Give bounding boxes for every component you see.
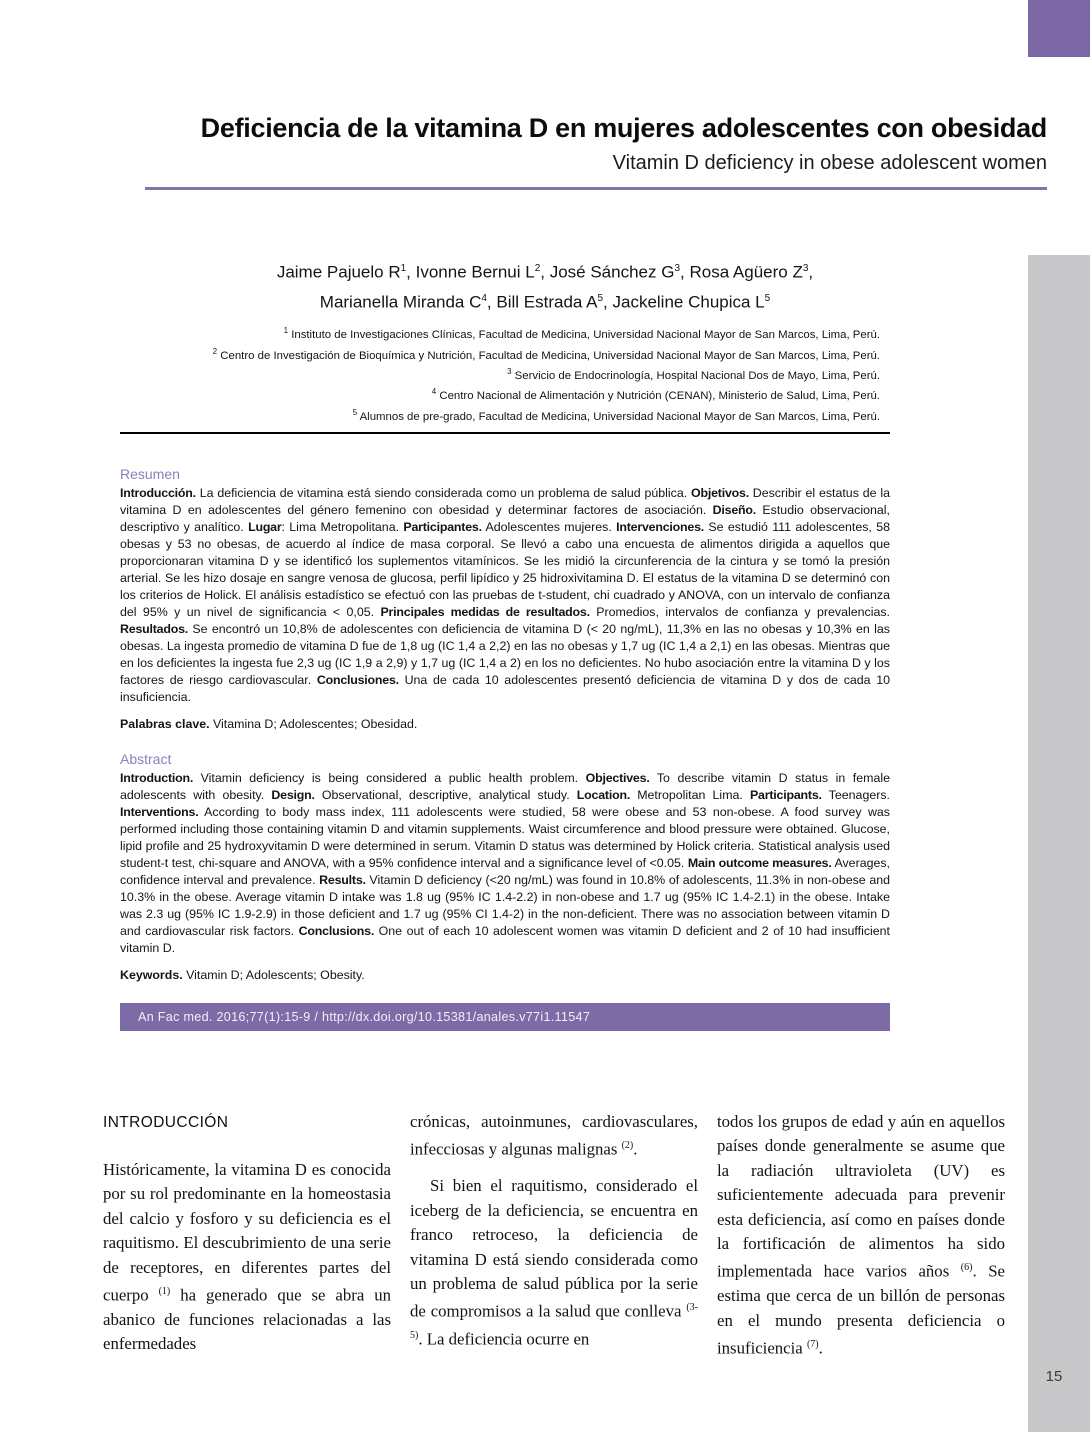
affiliation-2: $^2$ Centro de Investigación de Bioquímica y Nutrición, Facultad de Medicina, Universidad Nacional Mayor de San Marcos, Lima, Perú. [212, 346, 880, 362]
abstract-section [120, 751, 890, 984]
body-col2-paragraph-2: Si bien el raquitismo, considerado el iceberg de la deficiencia, se encuentra en franco retroceso, la deficiencia de vitamina D está siendo considerada como un problema de salud pública por la serie de compromisos a la salud que conlleva $^{(3-5)}$. La deficiencia ocurre en [410, 1176, 698, 1350]
citation-bar [120, 1003, 890, 1031]
resumen-section [120, 466, 890, 733]
body-col1-paragraph: Históricamente, la vitamina D es conocida por su rol predominante en la homeostasia del calcio y fosforo y su deficiencia es el raquitismo. El descubrimiento de una serie de receptores, en diferentes partes del cuerpo $^{(1)}$ ha generado que se abra un abanico de funciones relacionadas a las enfermedades [103, 1160, 392, 1354]
body-column-1 [103, 1110, 391, 1361]
body-col2-paragraph-1: crónicas, autoinmunes, cardiovasculares, infecciosas y algunas malignas $^{(2)}$. [410, 1112, 698, 1159]
header-body-divider-rule [120, 432, 890, 434]
body-col3-paragraph: todos los grupos de edad y aún en aquellos países donde generalmente se asume que la radiación ultravioleta (UV) es suficientemente adecuada para prevenir esta deficiencia, así como en países donde la fortificación de alimentos ha sido implementada hace varios años $^{(6)}$. Se estima que cerca de un billón de personas en el mundo presenta deficiencia o insuficiencia $^{(7)}$. [717, 1112, 1005, 1358]
title-divider-rule [145, 187, 1047, 190]
abstract-text: Introduction. Vitamin deficiency is being considered a public health problem. Objectives. To describe vitamin D status in female adolescents with obesity. Design. Observational, descriptive, analytical study. Location. Metropolitan Lima. Participants. Teenagers. Interventions. According to body mass index, 111 adolescents were studied, 58 were obese and 53 non-obese. A food survey was performed including those containing vitamin D and vitamin supplements. Waist circumference and blood pressure were obtained. Glucose, lipid profile and 25 hydroxyvitamin D were determined in serum. Vitamin D status was determined by Holick criteria. Statistical analysis used student-t test, chi-square and ANOVA, with a 95% confidence interval and a significance level of <0.05. Main outcome measures. Averages, confidence interval and prevalence. Results. Vitamin D deficiency (<20 ng/mL) was found in 10.8% of adolescents, 11.3% in non-obese and 10.3% in the obese. Average vitamin D intake was 1.8 ug (95% IC 1.4-2.2) in non-obese and 1.7 ug (95% IC 1.4-2.1) in the obese. Intake was 2.3 ug (95% IC 1.9-2.9) in those deficient and 1.7 ug (95% CI 1.4-2) in the non-deficient. There was no association between vitamin D and cardiovascular risk factors. Conclusions. One out of each 10 adolescent women was vitamin D deficient and 2 of 10 had insufficient vitamin D. [120, 771, 891, 955]
resumen-heading: Resumen [120, 466, 180, 482]
article-header [145, 112, 1047, 190]
affiliation-5: $^5$ Alumnos de pre-grado, Facultad de Medicina, Universidad Nacional Mayor de San Marcos, Lima, Perú. [352, 407, 880, 423]
authors-line-1: Jaime Pajuelo $R^1$, Ivonne Bernui $L^2$, José Sánchez $G^3$, Rosa Agüero $Z^3$, [276, 262, 814, 282]
body-column-3 [717, 1110, 1005, 1361]
resumen-text: Introducción. La deficiencia de vitamina está siendo considerada como un problema de salud pública. Objetivos. Describir el estatus de la vitamina D en adolescentes del género femenino con obesidad y determinar factores de asociación. Diseño. Estudio observacional, descriptivo y analítico. Lugar: Lima Metropolitana. Participantes. Adolescentes mujeres. Intervenciones. Se estudió 111 adolescentes, 58 obesas y 53 no obesas, de acuerdo al índice de masa corporal. Se llevó a cabo una encuesta de alimentos dirigida a aquellos que proporcionaran vitamina D y se identificó los suplementos vitamínicos. Se les midió la circunferencia de la cintura y se tomó la presión arterial. Se les hizo dosaje en sangre venosa de glucosa, perfil lipídico y 25 hidroxivitamina D. El estatus de la vitamina D se determinó con los criterios de Holick. El análisis estadístico se efectuó con las pruebas de t-student, chi cuadrado y ANOVA, con un intervalo de confianza del 95% y un nivel de significancia < 0,05. Principales medidas de resultados. Promedios, intervalos de confianza y prevalencias. Resultados. Se encontró un 10,8% de adolescentes con deficiencia de vitamina D (< 20 ng/mL), 11,3% en las no obesas y 10,3% en las obesas. La ingesta promedio de vitamina D fue de 1,8 ug (IC 1,4 a 2,2) en las no obesas y 1,7 ug (IC 1,4 a 2,1) en las obesas. Mientras que en los deficientes la ingesta fue 2,3 ug (IC 1,9 a 2,9) y 1,7 ug (IC 1,4 a 2) en los no deficientes. No hubo asociación entre la vitamina D y los factores de riesgo cardiovascular. Conclusiones. Una de cada 10 adolescentes presentó deficiencia de vitamina D y dos de cada 10 insuficiencia. [120, 486, 890, 704]
citation-text: An Fac med. 2016;77(1):15-9 / http://dx.doi.org/10.15381/anales.v77i1.11547 [138, 1010, 591, 1024]
side-margin-strip [1028, 255, 1090, 1432]
authors-line-2: Marianella Miranda $C^4$, Bill Estrada $A^5$, Jackeline Chupica $L^5$ [319, 292, 771, 312]
authors-block [210, 256, 880, 425]
corner-accent-block [1028, 0, 1090, 57]
keywords-line: Keywords. Vitamin D; Adolescents; Obesity. [120, 968, 365, 982]
article-body-columns [103, 1110, 1005, 1361]
article-title-english: Vitamin D deficiency in obese adolescent women [612, 151, 1047, 174]
affiliation-4: $^4$ Centro Nacional de Alimentación y Nutrición (CENAN), Ministerio de Salud, Lima, Perú. [431, 387, 880, 403]
affiliation-1: $^1$ Instituto de Investigaciones Clínicas, Facultad de Medicina, Universidad Nacional Mayor de San Marcos, Lima, Perú. [283, 326, 880, 342]
affiliations-list [210, 323, 880, 425]
abstract-heading: Abstract [120, 751, 172, 767]
affiliation-3: $^3$ Servicio de Endocrinología, Hospital Nacional Dos de Mayo, Lima, Perú. [507, 367, 880, 382]
page-number: 15 [1045, 1368, 1063, 1385]
introduccion-heading: INTRODUCCIÓN [103, 1114, 229, 1131]
body-column-2 [410, 1110, 698, 1361]
palabras-clave-line: Palabras clave. Vitamina D; Adolescentes; Obesidad. [120, 717, 418, 731]
article-title-spanish: Deficiencia de la vitamina D en mujeres adolescentes con obesidad [200, 113, 1047, 143]
